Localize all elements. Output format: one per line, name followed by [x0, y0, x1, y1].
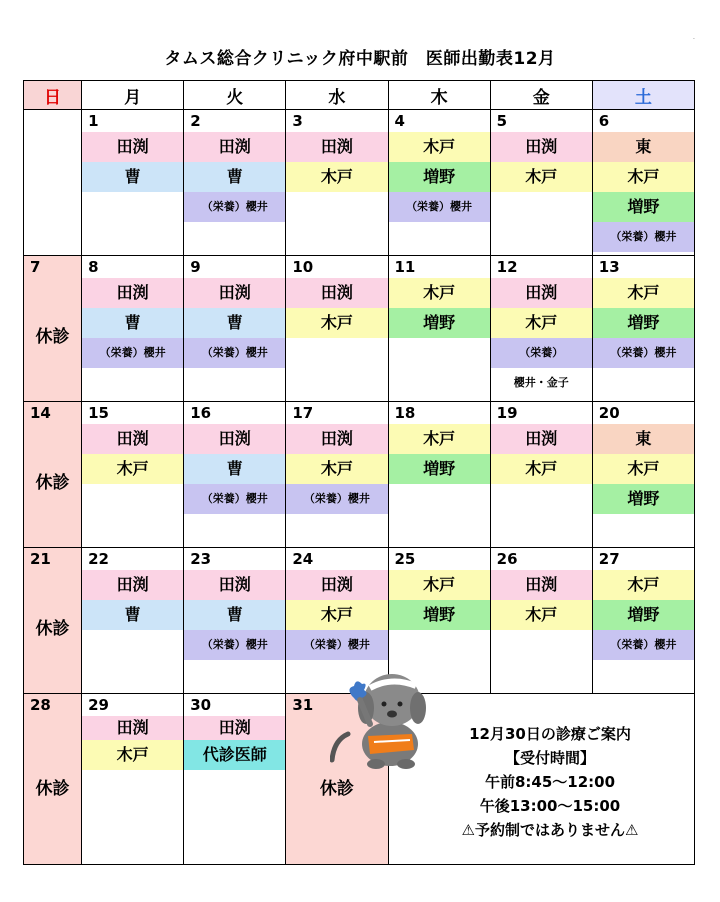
doctor-slot: 増野: [389, 454, 490, 484]
day-number: 25: [394, 550, 416, 568]
doctor-slot: 田渕: [184, 278, 285, 308]
weekday-fri: 金: [490, 81, 592, 110]
doctor-slot: 田渕: [286, 132, 387, 162]
day-cell-29: [82, 694, 184, 865]
weekday-tue: 火: [184, 81, 286, 110]
nutrition-slot: （栄養）櫻井: [286, 484, 387, 514]
doctor-slot: 田渕: [286, 424, 387, 454]
doctor-slot: 木戸: [491, 162, 592, 192]
week-row-1: [24, 110, 695, 256]
doctor-slot: 田渕: [491, 570, 592, 600]
day-number: 10: [292, 258, 314, 276]
doctor-slot: 増野: [593, 192, 694, 222]
weekday-mon: 月: [82, 81, 184, 110]
day-cell-empty: [24, 110, 82, 256]
doctor-slot: 田渕: [184, 132, 285, 162]
nutrition-slot: （栄養）櫻井: [184, 338, 285, 368]
day-number: 1: [88, 112, 99, 130]
day-number: 22: [88, 550, 109, 568]
day-cell-6: [592, 110, 694, 256]
weekday-wed: 水: [286, 81, 388, 110]
day-number: 6: [598, 112, 610, 130]
doctor-slot: 田渕: [491, 424, 592, 454]
doctor-slot: 増野: [593, 308, 694, 338]
day-cell-23: [184, 548, 286, 694]
doctor-slot: 田渕: [491, 278, 592, 308]
day-cell-27: [592, 548, 694, 694]
notice-line-2: 【受付時間】: [504, 749, 595, 767]
day-cell-15: [82, 402, 184, 548]
doctor-slot: 田渕: [82, 278, 183, 308]
doctor-slot: 木戸: [286, 600, 387, 630]
day-cell-21: [24, 548, 82, 694]
day-cell-26: [490, 548, 592, 694]
day-cell-10: [286, 256, 388, 402]
day-cell-28: [24, 694, 82, 865]
doctor-slot: 木戸: [82, 740, 183, 770]
day-cell-22: [82, 548, 184, 694]
doctor-slot: 木戸: [82, 454, 183, 484]
doctor-slot: 増野: [593, 484, 694, 514]
doctor-slot: 田渕: [286, 278, 387, 308]
doctor-slot: 曹: [184, 308, 285, 338]
doctor-slot: 曹: [82, 308, 183, 338]
nutrition-slot: （栄養）櫻井: [593, 222, 694, 252]
doctor-slot: 木戸: [286, 308, 387, 338]
day-cell-2: [184, 110, 286, 256]
day-number: 2: [190, 112, 201, 130]
day-cell-20: [592, 402, 694, 548]
doctor-slot: 曹: [184, 162, 285, 192]
doctor-slot: 木戸: [593, 454, 694, 484]
nutrition-slot: （栄養）櫻井: [593, 630, 694, 660]
day-number: 19: [496, 404, 518, 422]
doctor-slot: 東: [593, 424, 694, 454]
weekday-header: [24, 81, 695, 110]
day-number: 11: [394, 258, 416, 276]
nutrition-slot: （栄養）櫻井: [82, 338, 183, 368]
closed-label: 休診: [35, 779, 70, 799]
day-cell-17: [286, 402, 388, 548]
day-cell-16: [184, 402, 286, 548]
day-number: 23: [190, 550, 212, 568]
doctor-slot: 東: [593, 132, 694, 162]
doctor-slot: 田渕: [82, 570, 183, 600]
day-cell-12: [490, 256, 592, 402]
weekday-thu: 木: [388, 81, 490, 110]
day-number: 16: [190, 404, 212, 422]
day-number: 21: [30, 550, 51, 568]
day-cell-11: [388, 256, 490, 402]
notice-line-1: 12月30日の診療ご案内: [469, 725, 631, 743]
doctor-slot: 田渕: [184, 570, 285, 600]
day-number: 8: [88, 258, 99, 276]
day-cell-30: [184, 694, 286, 865]
day-number: 29: [88, 696, 109, 714]
doctor-slot: 田渕: [491, 132, 592, 162]
day-number: 31: [292, 696, 314, 714]
day-cell-5: [490, 110, 592, 256]
nutrition-slot: 櫻井・金子: [513, 376, 569, 389]
doctor-slot: 木戸: [491, 454, 592, 484]
day-cell-18: [388, 402, 490, 548]
day-cell-7: [24, 256, 82, 402]
page-title: タムス総合クリニック府中駅前 医師出勤表12月: [164, 49, 556, 69]
nutrition-slot: （栄養）櫻井: [286, 630, 387, 660]
day-number: 3: [292, 112, 303, 130]
day-number: 4: [394, 112, 405, 130]
day-cell-19: [490, 402, 592, 548]
holiday-notice: [430, 722, 670, 842]
nutrition-slot: （栄養）櫻井: [184, 192, 285, 222]
doctor-slot: 木戸: [286, 162, 387, 192]
doctor-slot: 木戸: [491, 308, 592, 338]
doctor-slot: 木戸: [593, 162, 694, 192]
notice-line-3: 午前8:45～12:00: [484, 773, 616, 791]
doctor-slot: 増野: [389, 308, 490, 338]
day-number: [24, 110, 81, 132]
doctor-slot: 木戸: [286, 454, 387, 484]
day-cell-3: [286, 110, 388, 256]
day-cell-14: [24, 402, 82, 548]
doctor-slot: 曹: [82, 600, 183, 630]
doctor-slot: 増野: [389, 600, 490, 630]
doctor-slot: 曹: [184, 454, 285, 484]
doctor-slot: 木戸: [593, 570, 694, 600]
day-number: 26: [496, 550, 518, 568]
day-number: 18: [394, 404, 416, 422]
day-number: 5: [496, 112, 508, 130]
corner-dot: ·: [693, 36, 695, 43]
nutrition-slot: （栄養）櫻井: [184, 630, 285, 660]
weekday-sun: 日: [24, 81, 82, 110]
day-cell-1: [82, 110, 184, 256]
doctor-slot: 田渕: [82, 132, 183, 162]
day-number: 30: [190, 696, 212, 714]
day-number: 14: [30, 404, 51, 422]
nutrition-slot: （栄養）: [491, 338, 592, 368]
doctor-slot: 曹: [184, 600, 285, 630]
doctor-slot: 木戸: [389, 424, 490, 454]
day-number: 15: [88, 404, 109, 422]
nutrition-slot: （栄養）櫻井: [593, 338, 694, 368]
doctor-slot: 木戸: [593, 278, 694, 308]
day-number: 20: [598, 404, 620, 422]
day-number: 12: [496, 258, 518, 276]
day-number: 17: [292, 404, 314, 422]
closed-label: 休診: [35, 327, 70, 347]
day-cell-9: [184, 256, 286, 402]
doctor-slot: 田渕: [184, 716, 285, 740]
doctor-slot: 木戸: [389, 570, 490, 600]
notice-line-5: ⚠予約制ではありません⚠: [461, 821, 639, 839]
weekday-sat: 土: [592, 81, 694, 110]
day-number: 7: [30, 258, 41, 276]
doctor-slot: 増野: [389, 162, 490, 192]
week-row-3: [24, 402, 695, 548]
doctor-slot: 田渕: [286, 570, 387, 600]
doctor-slot: 田渕: [184, 424, 285, 454]
closed-label: 休診: [319, 779, 354, 799]
doctor-slot: 田渕: [82, 716, 183, 740]
week-row-2: [24, 256, 695, 402]
day-number: 24: [292, 550, 314, 568]
doctor-slot: 木戸: [389, 132, 490, 162]
doctor-slot: 木戸: [491, 600, 592, 630]
doctor-slot: 木戸: [389, 278, 490, 308]
nutrition-slot: （栄養）櫻井: [184, 484, 285, 514]
day-cell-8: [82, 256, 184, 402]
doctor-slot: 田渕: [82, 424, 183, 454]
day-number: 13: [598, 258, 620, 276]
day-number: 27: [598, 550, 620, 568]
day-number: 9: [190, 258, 201, 276]
nutrition-slot: （栄養）櫻井: [389, 192, 490, 222]
day-cell-13: [592, 256, 694, 402]
doctor-slot: 増野: [593, 600, 694, 630]
doctor-slot: 代診医師: [184, 740, 285, 770]
closed-label: 休診: [35, 619, 70, 639]
doctor-slot: 曹: [82, 162, 183, 192]
day-cell-4: [388, 110, 490, 256]
mascot-illustration: [330, 664, 440, 772]
closed-label: 休診: [35, 473, 70, 493]
notice-line-4: 午後13:00～15:00: [479, 797, 621, 815]
day-number: 28: [30, 696, 51, 714]
